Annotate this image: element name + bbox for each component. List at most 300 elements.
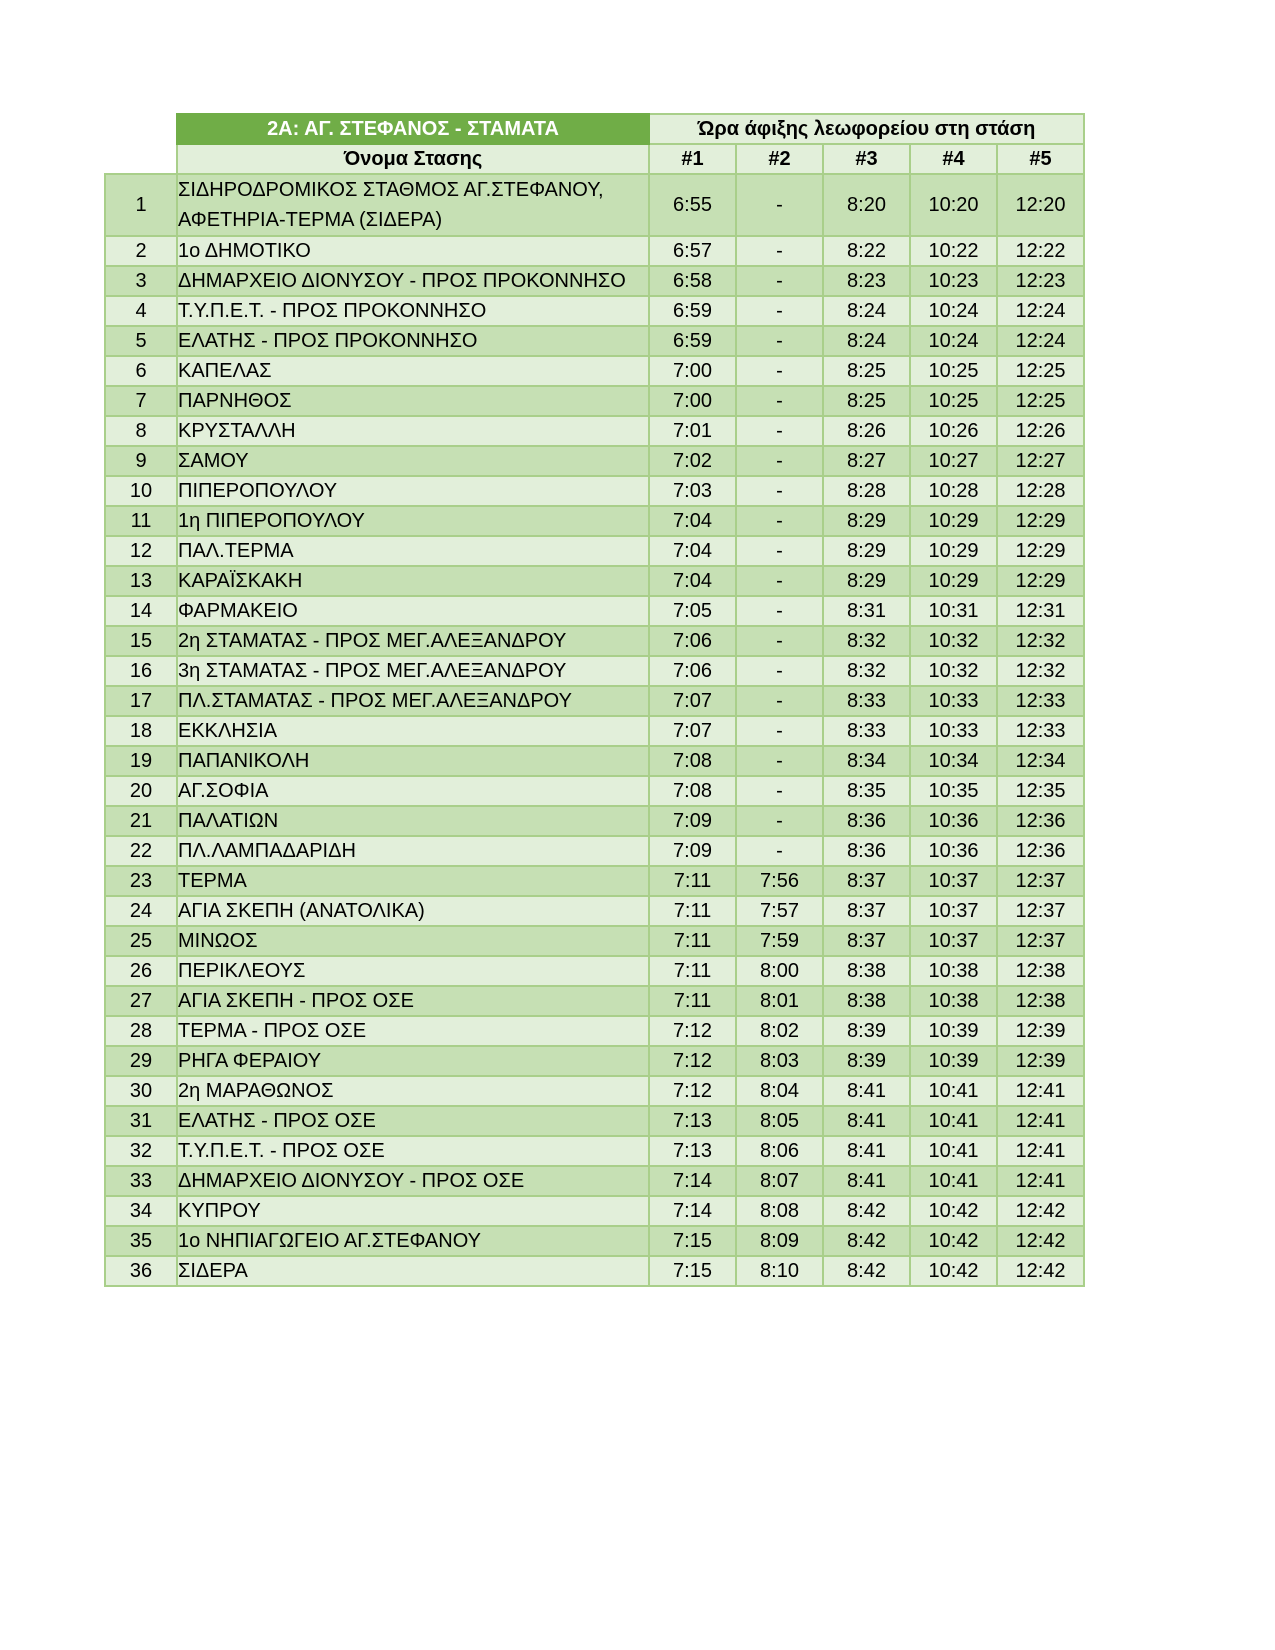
stop-number: 20	[105, 776, 177, 806]
stop-name: ΠΑΡΝΗΘΟΣ	[177, 386, 649, 416]
arrival-time-trip-2: -	[736, 566, 823, 596]
stop-number: 31	[105, 1106, 177, 1136]
arrival-time-trip-1: 7:01	[649, 416, 736, 446]
stop-number: 5	[105, 326, 177, 356]
stop-row	[105, 956, 1084, 986]
arrival-time-trip-4: 10:33	[910, 716, 997, 746]
arrival-time-trip-2: 8:03	[736, 1046, 823, 1076]
stop-name: ΚΑΡΑΪΣΚΑΚΗ	[177, 566, 649, 596]
arrival-time-trip-2: -	[736, 236, 823, 266]
arrival-time-trip-2: -	[736, 536, 823, 566]
arrival-time-trip-4: 10:39	[910, 1016, 997, 1046]
arrival-time-trip-4: 10:20	[910, 174, 997, 236]
arrival-time-trip-3: 8:24	[823, 326, 910, 356]
stop-number: 29	[105, 1046, 177, 1076]
arrival-time-trip-3: 8:35	[823, 776, 910, 806]
stop-row	[105, 1076, 1084, 1106]
arrival-time-trip-1: 7:14	[649, 1166, 736, 1196]
stop-row	[105, 356, 1084, 386]
stop-row	[105, 926, 1084, 956]
stop-row	[105, 656, 1084, 686]
arrival-time-trip-3: 8:23	[823, 266, 910, 296]
arrival-time-trip-1: 7:11	[649, 896, 736, 926]
stop-name-line-2: ΑΦΕΤΗΡΙΑ-ΤΕΡΜΑ (ΣΙΔΕΡΑ)	[178, 209, 443, 231]
stop-number: 33	[105, 1166, 177, 1196]
stop-row	[105, 296, 1084, 326]
arrival-time-trip-1: 7:08	[649, 776, 736, 806]
stop-name: ΕΚΚΛΗΣΙΑ	[177, 716, 649, 746]
arrival-time-trip-2: -	[736, 746, 823, 776]
stop-number: 15	[105, 626, 177, 656]
trip-header-2: #2	[736, 144, 823, 174]
arrival-time-trip-4: 10:37	[910, 866, 997, 896]
stop-row	[105, 506, 1084, 536]
arrival-time-trip-1: 7:04	[649, 566, 736, 596]
stop-name: Τ.Υ.Π.Ε.Τ. - ΠΡΟΣ ΠΡΟΚΟΝΝΗΣΟ	[177, 296, 649, 326]
arrival-time-trip-5: 12:31	[997, 596, 1084, 626]
timetable-container	[104, 113, 1085, 1287]
arrival-time-trip-1: 7:12	[649, 1076, 736, 1106]
arrival-time-trip-5: 12:28	[997, 476, 1084, 506]
arrival-time-trip-4: 10:33	[910, 686, 997, 716]
blank-corner-cell	[105, 114, 177, 144]
arrival-time-trip-2: 7:57	[736, 896, 823, 926]
arrival-time-trip-4: 10:23	[910, 266, 997, 296]
arrival-time-trip-4: 10:36	[910, 806, 997, 836]
arrival-time-trip-5: 12:29	[997, 536, 1084, 566]
arrival-time-trip-2: -	[736, 296, 823, 326]
stop-number: 7	[105, 386, 177, 416]
arrival-time-trip-4: 10:25	[910, 386, 997, 416]
arrival-time-header: Ώρα άφιξης λεωφορείου στη στάση	[649, 114, 1084, 144]
arrival-time-trip-3: 8:25	[823, 386, 910, 416]
stop-row	[105, 416, 1084, 446]
stop-name: ΑΓΙΑ ΣΚΕΠΗ (ΑΝΑΤΟΛΙΚΑ)	[177, 896, 649, 926]
arrival-time-trip-2: 8:09	[736, 1226, 823, 1256]
arrival-time-trip-4: 10:24	[910, 326, 997, 356]
arrival-time-trip-5: 12:29	[997, 506, 1084, 536]
arrival-time-trip-2: -	[736, 806, 823, 836]
arrival-time-trip-3: 8:32	[823, 626, 910, 656]
trip-header-5: #5	[997, 144, 1084, 174]
arrival-time-trip-5: 12:38	[997, 956, 1084, 986]
stop-row	[105, 266, 1084, 296]
stop-name: 2η ΣΤΑΜΑΤΑΣ - ΠΡΟΣ ΜΕΓ.ΑΛΕΞΑΝΔΡΟΥ	[177, 626, 649, 656]
arrival-time-trip-3: 8:42	[823, 1226, 910, 1256]
arrival-time-trip-1: 6:59	[649, 326, 736, 356]
stop-row	[105, 626, 1084, 656]
arrival-time-trip-1: 7:09	[649, 806, 736, 836]
stop-number: 12	[105, 536, 177, 566]
stop-name: 1ο ΝΗΠΙΑΓΩΓΕΙΟ ΑΓ.ΣΤΕΦΑΝΟΥ	[177, 1226, 649, 1256]
stop-name: ΠΛ.ΛΑΜΠΑΔΑΡΙΔΗ	[177, 836, 649, 866]
arrival-time-trip-3: 8:38	[823, 986, 910, 1016]
arrival-time-trip-2: 8:07	[736, 1166, 823, 1196]
arrival-time-trip-2: -	[736, 776, 823, 806]
stop-row	[105, 386, 1084, 416]
arrival-time-trip-5: 12:20	[997, 174, 1084, 236]
stop-name: ΠΙΠΕΡΟΠΟΥΛΟΥ	[177, 476, 649, 506]
arrival-time-trip-1: 7:00	[649, 356, 736, 386]
arrival-time-trip-1: 6:59	[649, 296, 736, 326]
arrival-time-trip-1: 6:58	[649, 266, 736, 296]
stop-number: 34	[105, 1196, 177, 1226]
arrival-time-trip-4: 10:31	[910, 596, 997, 626]
arrival-time-trip-5: 12:39	[997, 1046, 1084, 1076]
arrival-time-trip-3: 8:25	[823, 356, 910, 386]
arrival-time-trip-4: 10:41	[910, 1136, 997, 1166]
arrival-time-trip-4: 10:27	[910, 446, 997, 476]
stop-name: ΡΗΓΑ ΦΕΡΑΙΟΥ	[177, 1046, 649, 1076]
arrival-time-trip-2: 8:04	[736, 1076, 823, 1106]
arrival-time-trip-3: 8:27	[823, 446, 910, 476]
column-header-row	[105, 144, 1084, 174]
stop-name: ΠΛ.ΣΤΑΜΑΤΑΣ - ΠΡΟΣ ΜΕΓ.ΑΛΕΞΑΝΔΡΟΥ	[177, 686, 649, 716]
arrival-time-trip-1: 7:11	[649, 926, 736, 956]
stop-name: ΑΓ.ΣΟΦΙΑ	[177, 776, 649, 806]
arrival-time-trip-3: 8:33	[823, 686, 910, 716]
arrival-time-trip-3: 8:24	[823, 296, 910, 326]
stop-row	[105, 746, 1084, 776]
arrival-time-trip-3: 8:32	[823, 656, 910, 686]
stop-row	[105, 986, 1084, 1016]
stop-name: ΠΑΛ.ΤΕΡΜΑ	[177, 536, 649, 566]
stop-number: 25	[105, 926, 177, 956]
arrival-time-trip-5: 12:37	[997, 896, 1084, 926]
arrival-time-trip-1: 7:07	[649, 686, 736, 716]
arrival-time-trip-4: 10:37	[910, 896, 997, 926]
arrival-time-trip-1: 7:13	[649, 1106, 736, 1136]
stop-row	[105, 716, 1084, 746]
arrival-time-trip-5: 12:24	[997, 296, 1084, 326]
arrival-time-trip-2: -	[736, 626, 823, 656]
stop-name: ΠΕΡΙΚΛΕΟΥΣ	[177, 956, 649, 986]
stop-number: 32	[105, 1136, 177, 1166]
stop-number: 9	[105, 446, 177, 476]
stop-name: ΕΛΑΤΗΣ - ΠΡΟΣ ΠΡΟΚΟΝΝΗΣΟ	[177, 326, 649, 356]
arrival-time-trip-3: 8:28	[823, 476, 910, 506]
stop-row	[105, 236, 1084, 266]
arrival-time-trip-3: 8:36	[823, 836, 910, 866]
arrival-time-trip-5: 12:25	[997, 356, 1084, 386]
stop-number: 4	[105, 296, 177, 326]
arrival-time-trip-4: 10:32	[910, 626, 997, 656]
stop-row	[105, 326, 1084, 356]
arrival-time-trip-4: 10:38	[910, 986, 997, 1016]
arrival-time-trip-3: 8:22	[823, 236, 910, 266]
arrival-time-trip-1: 7:05	[649, 596, 736, 626]
arrival-time-trip-5: 12:38	[997, 986, 1084, 1016]
arrival-time-trip-1: 7:09	[649, 836, 736, 866]
arrival-time-trip-3: 8:37	[823, 866, 910, 896]
arrival-time-trip-1: 7:15	[649, 1256, 736, 1286]
stop-number: 1	[105, 174, 177, 236]
stop-number: 11	[105, 506, 177, 536]
arrival-time-trip-3: 8:37	[823, 926, 910, 956]
arrival-time-trip-4: 10:41	[910, 1076, 997, 1106]
arrival-time-trip-5: 12:41	[997, 1076, 1084, 1106]
stop-number: 2	[105, 236, 177, 266]
stop-name: ΔΗΜΑΡΧΕΙΟ ΔΙΟΝΥΣΟΥ - ΠΡΟΣ ΟΣΕ	[177, 1166, 649, 1196]
arrival-time-trip-4: 10:24	[910, 296, 997, 326]
arrival-time-trip-3: 8:39	[823, 1046, 910, 1076]
arrival-time-trip-3: 8:20	[823, 174, 910, 236]
stop-row	[105, 1016, 1084, 1046]
stop-number: 24	[105, 896, 177, 926]
arrival-time-trip-4: 10:39	[910, 1046, 997, 1076]
arrival-time-trip-1: 6:55	[649, 174, 736, 236]
arrival-time-trip-1: 7:03	[649, 476, 736, 506]
arrival-time-trip-2: -	[736, 446, 823, 476]
arrival-time-trip-4: 10:38	[910, 956, 997, 986]
arrival-time-trip-1: 7:08	[649, 746, 736, 776]
arrival-time-trip-4: 10:35	[910, 776, 997, 806]
stop-name: Τ.Υ.Π.Ε.Τ. - ΠΡΟΣ ΟΣΕ	[177, 1136, 649, 1166]
arrival-time-trip-3: 8:31	[823, 596, 910, 626]
arrival-time-trip-1: 7:15	[649, 1226, 736, 1256]
arrival-time-trip-2: -	[736, 836, 823, 866]
arrival-time-trip-2: -	[736, 266, 823, 296]
arrival-time-trip-2: -	[736, 476, 823, 506]
stop-row	[105, 1166, 1084, 1196]
arrival-time-trip-3: 8:36	[823, 806, 910, 836]
arrival-time-trip-5: 12:27	[997, 446, 1084, 476]
stop-row	[105, 476, 1084, 506]
trip-header-1: #1	[649, 144, 736, 174]
arrival-time-trip-5: 12:33	[997, 686, 1084, 716]
stop-number: 36	[105, 1256, 177, 1286]
arrival-time-trip-1: 7:02	[649, 446, 736, 476]
arrival-time-trip-4: 10:29	[910, 566, 997, 596]
stop-row	[105, 1256, 1084, 1286]
stop-name: ΣΑΜΟΥ	[177, 446, 649, 476]
arrival-time-trip-2: -	[736, 356, 823, 386]
stop-number: 26	[105, 956, 177, 986]
stop-row	[105, 896, 1084, 926]
arrival-time-trip-5: 12:39	[997, 1016, 1084, 1046]
arrival-time-trip-2: 7:56	[736, 866, 823, 896]
stop-number: 19	[105, 746, 177, 776]
arrival-time-trip-3: 8:39	[823, 1016, 910, 1046]
arrival-time-trip-1: 7:06	[649, 626, 736, 656]
arrival-time-trip-1: 6:57	[649, 236, 736, 266]
arrival-time-trip-4: 10:26	[910, 416, 997, 446]
stop-number: 17	[105, 686, 177, 716]
arrival-time-trip-5: 12:25	[997, 386, 1084, 416]
stop-row	[105, 776, 1084, 806]
arrival-time-trip-5: 12:23	[997, 266, 1084, 296]
arrival-time-trip-3: 8:41	[823, 1136, 910, 1166]
arrival-time-trip-5: 12:41	[997, 1166, 1084, 1196]
arrival-time-trip-2: 8:00	[736, 956, 823, 986]
stop-number: 14	[105, 596, 177, 626]
stop-row	[105, 1196, 1084, 1226]
stop-row	[105, 446, 1084, 476]
arrival-time-trip-5: 12:36	[997, 806, 1084, 836]
arrival-time-trip-5: 12:35	[997, 776, 1084, 806]
stop-row	[105, 836, 1084, 866]
stop-row	[105, 174, 1084, 236]
arrival-time-trip-5: 12:33	[997, 716, 1084, 746]
arrival-time-trip-3: 8:38	[823, 956, 910, 986]
trip-header-4: #4	[910, 144, 997, 174]
stop-number: 13	[105, 566, 177, 596]
arrival-time-trip-1: 7:11	[649, 956, 736, 986]
arrival-time-trip-2: -	[736, 416, 823, 446]
arrival-time-trip-3: 8:42	[823, 1256, 910, 1286]
arrival-time-trip-1: 7:07	[649, 716, 736, 746]
arrival-time-trip-5: 12:42	[997, 1256, 1084, 1286]
arrival-time-trip-5: 12:37	[997, 866, 1084, 896]
arrival-time-trip-3: 8:41	[823, 1106, 910, 1136]
arrival-time-trip-4: 10:41	[910, 1106, 997, 1136]
arrival-time-trip-3: 8:29	[823, 536, 910, 566]
arrival-time-trip-4: 10:28	[910, 476, 997, 506]
stop-name: ΔΗΜΑΡΧΕΙΟ ΔΙΟΝΥΣΟΥ - ΠΡΟΣ ΠΡΟΚΟΝΝΗΣΟ	[177, 266, 649, 296]
arrival-time-trip-5: 12:36	[997, 836, 1084, 866]
stop-name: 1η ΠΙΠΕΡΟΠΟΥΛΟΥ	[177, 506, 649, 536]
stop-name: 1ο ΔΗΜΟΤΙΚΟ	[177, 236, 649, 266]
stop-number: 16	[105, 656, 177, 686]
stop-name-line-1: ΣΙΔΗΡΟΔΡΟΜΙΚΟΣ ΣΤΑΘΜΟΣ ΑΓ.ΣΤΕΦΑΝΟΥ,	[178, 179, 604, 201]
trip-header-3: #3	[823, 144, 910, 174]
arrival-time-trip-5: 12:41	[997, 1136, 1084, 1166]
arrival-time-trip-1: 7:13	[649, 1136, 736, 1166]
stop-name: ΚΡΥΣΤΑΛΛΗ	[177, 416, 649, 446]
stop-name: 2η ΜΑΡΑΘΩΝΟΣ	[177, 1076, 649, 1106]
arrival-time-trip-5: 12:37	[997, 926, 1084, 956]
stop-row	[105, 686, 1084, 716]
stop-row	[105, 1226, 1084, 1256]
stop-number: 27	[105, 986, 177, 1016]
stop-row	[105, 1136, 1084, 1166]
arrival-time-trip-2: 8:08	[736, 1196, 823, 1226]
arrival-time-trip-2: 8:02	[736, 1016, 823, 1046]
route-title: 2Α: ΑΓ. ΣΤΕΦΑΝΟΣ - ΣΤΑΜΑΤΑ	[177, 114, 649, 144]
stop-name: ΤΕΡΜΑ	[177, 866, 649, 896]
stop-row	[105, 596, 1084, 626]
stop-number: 6	[105, 356, 177, 386]
arrival-time-trip-1: 7:04	[649, 536, 736, 566]
blank-number-header	[105, 144, 177, 174]
arrival-time-trip-1: 7:04	[649, 506, 736, 536]
stop-row	[105, 866, 1084, 896]
arrival-time-trip-2: -	[736, 326, 823, 356]
arrival-time-trip-5: 12:32	[997, 656, 1084, 686]
arrival-time-trip-3: 8:26	[823, 416, 910, 446]
arrival-time-trip-4: 10:42	[910, 1226, 997, 1256]
arrival-time-trip-1: 7:12	[649, 1016, 736, 1046]
arrival-time-trip-4: 10:42	[910, 1196, 997, 1226]
arrival-time-trip-5: 12:32	[997, 626, 1084, 656]
arrival-time-trip-4: 10:29	[910, 536, 997, 566]
arrival-time-trip-4: 10:29	[910, 506, 997, 536]
arrival-time-trip-4: 10:32	[910, 656, 997, 686]
stop-name: ΕΛΑΤΗΣ - ΠΡΟΣ ΟΣΕ	[177, 1106, 649, 1136]
arrival-time-trip-5: 12:26	[997, 416, 1084, 446]
stop-name: ΠΑΛΑΤΙΩΝ	[177, 806, 649, 836]
arrival-time-trip-3: 8:29	[823, 566, 910, 596]
arrival-time-trip-1: 7:00	[649, 386, 736, 416]
arrival-time-trip-4: 10:42	[910, 1256, 997, 1286]
stop-number: 23	[105, 866, 177, 896]
arrival-time-trip-4: 10:22	[910, 236, 997, 266]
arrival-time-trip-1: 7:11	[649, 866, 736, 896]
arrival-time-trip-2: 8:10	[736, 1256, 823, 1286]
arrival-time-trip-2: 8:01	[736, 986, 823, 1016]
arrival-time-trip-5: 12:42	[997, 1196, 1084, 1226]
arrival-time-trip-4: 10:25	[910, 356, 997, 386]
stop-number: 35	[105, 1226, 177, 1256]
stop-name-header: Όνομα Στασης	[177, 144, 649, 174]
arrival-time-trip-2: -	[736, 716, 823, 746]
arrival-time-trip-2: -	[736, 386, 823, 416]
arrival-time-trip-2: 8:05	[736, 1106, 823, 1136]
arrival-time-trip-3: 8:34	[823, 746, 910, 776]
arrival-time-trip-3: 8:41	[823, 1076, 910, 1106]
arrival-time-trip-3: 8:33	[823, 716, 910, 746]
arrival-time-trip-1: 7:06	[649, 656, 736, 686]
arrival-time-trip-4: 10:37	[910, 926, 997, 956]
arrival-time-trip-5: 12:29	[997, 566, 1084, 596]
arrival-time-trip-4: 10:41	[910, 1166, 997, 1196]
stop-number: 22	[105, 836, 177, 866]
arrival-time-trip-5: 12:41	[997, 1106, 1084, 1136]
arrival-time-trip-1: 7:11	[649, 986, 736, 1016]
arrival-time-trip-5: 12:24	[997, 326, 1084, 356]
arrival-time-trip-3: 8:29	[823, 506, 910, 536]
title-row	[105, 114, 1084, 144]
arrival-time-trip-2: -	[736, 686, 823, 716]
stop-number: 10	[105, 476, 177, 506]
stop-name: ΜΙΝΩΟΣ	[177, 926, 649, 956]
arrival-time-trip-1: 7:14	[649, 1196, 736, 1226]
stop-number: 28	[105, 1016, 177, 1046]
stop-row	[105, 1046, 1084, 1076]
arrival-time-trip-3: 8:41	[823, 1166, 910, 1196]
arrival-time-trip-5: 12:22	[997, 236, 1084, 266]
stop-number: 8	[105, 416, 177, 446]
arrival-time-trip-2: -	[736, 174, 823, 236]
arrival-time-trip-3: 8:42	[823, 1196, 910, 1226]
stop-number: 3	[105, 266, 177, 296]
arrival-time-trip-3: 8:37	[823, 896, 910, 926]
stop-number: 30	[105, 1076, 177, 1106]
stop-name	[177, 174, 649, 236]
stop-name: ΣΙΔΕΡΑ	[177, 1256, 649, 1286]
stop-name: ΠΑΠΑΝΙΚΟΛΗ	[177, 746, 649, 776]
stop-row	[105, 566, 1084, 596]
bus-timetable	[104, 113, 1085, 1287]
stop-number: 18	[105, 716, 177, 746]
arrival-time-trip-5: 12:42	[997, 1226, 1084, 1256]
stop-number: 21	[105, 806, 177, 836]
arrival-time-trip-4: 10:34	[910, 746, 997, 776]
stop-name: ΤΕΡΜΑ - ΠΡΟΣ ΟΣΕ	[177, 1016, 649, 1046]
stop-name: 3η ΣΤΑΜΑΤΑΣ - ΠΡΟΣ ΜΕΓ.ΑΛΕΞΑΝΔΡΟΥ	[177, 656, 649, 686]
stop-name: ΑΓΙΑ ΣΚΕΠΗ - ΠΡΟΣ ΟΣΕ	[177, 986, 649, 1016]
arrival-time-trip-5: 12:34	[997, 746, 1084, 776]
arrival-time-trip-2: -	[736, 506, 823, 536]
arrival-time-trip-2: -	[736, 656, 823, 686]
arrival-time-trip-1: 7:12	[649, 1046, 736, 1076]
stop-name: ΦΑΡΜΑΚΕΙΟ	[177, 596, 649, 626]
stop-name: ΚΥΠΡΟΥ	[177, 1196, 649, 1226]
arrival-time-trip-2: 8:06	[736, 1136, 823, 1166]
stop-row	[105, 536, 1084, 566]
arrival-time-trip-2: 7:59	[736, 926, 823, 956]
arrival-time-trip-4: 10:36	[910, 836, 997, 866]
